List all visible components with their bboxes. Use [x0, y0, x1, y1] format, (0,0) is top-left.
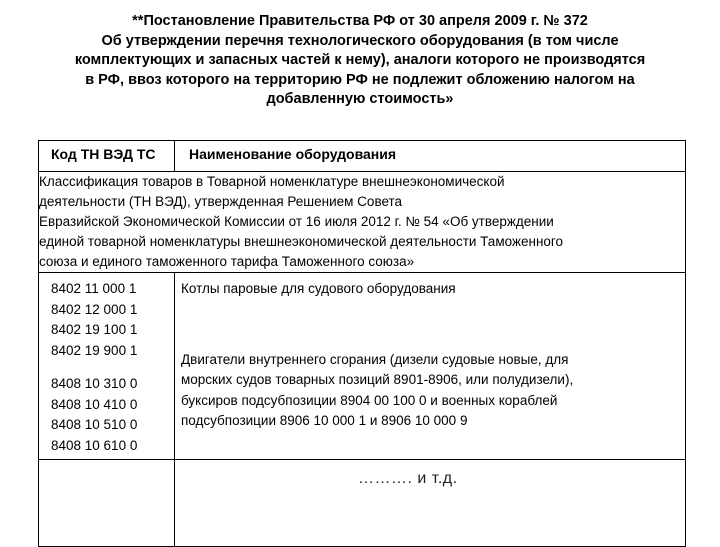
table-row: [39, 460, 686, 547]
tn-ved-code: 8408 10 610 0: [51, 437, 138, 453]
title-line: комплектующих и запасных частей к нему), аналоги которого не производятся: [74, 52, 646, 68]
tn-ved-code: 8402 19 900 1: [51, 342, 138, 358]
etc-text: ………. и т.д.: [358, 470, 458, 487]
equipment-description-line: подсубпозиции 8906 10 000 1 и 8906 10 000 9: [181, 413, 468, 428]
tn-ved-code: 8402 19 100 1: [51, 322, 138, 337]
classification-line: Евразийской Экономической Комиссии от 16 июля 2012 г. № 54 «Об утверждении: [39, 214, 554, 229]
descriptions-cell: [175, 273, 686, 460]
classification-row: [39, 172, 686, 273]
classification-line: Классификация товаров в Товарной номенклатуре внешнеэкономической: [39, 174, 505, 189]
equipment-table: [38, 140, 686, 547]
tn-ved-code: 8408 10 410 0: [51, 396, 138, 412]
table-row: [39, 273, 686, 460]
table-header-row: [39, 141, 686, 172]
header-code: Код ТН ВЭД ТС: [39, 141, 175, 172]
classification-line: деятельности (ТН ВЭД), утвержденная Решением Совета: [39, 194, 403, 209]
title-line: **Постановление Правительства РФ от 30 апреля 2009 г. № 372: [132, 13, 588, 29]
classification-line: единой товарной номенклатуры внешнеэкономической деятельности Таможенного: [39, 234, 564, 249]
equipment-description-line: буксиров подсубпозиции 8904 00 100 0 и военных кораблей: [181, 392, 558, 408]
header-name: Наименование оборудования: [175, 141, 686, 172]
title-line: добавленную стоимость»: [266, 91, 454, 107]
tn-ved-code: 8402 11 000 1: [51, 281, 137, 296]
equipment-description-line: морских судов товарных позиций 8901-8906, или полудизели),: [181, 372, 574, 387]
tn-ved-code: 8402 12 000 1: [51, 301, 138, 317]
equipment-description: Котлы паровые для судового оборудования: [181, 281, 456, 296]
tn-ved-code: 8408 10 510 0: [51, 417, 138, 432]
title-line: в РФ, ввоз которого на территорию РФ не подлежит обложению налогом на: [85, 71, 635, 88]
title-line: Об утверждении перечня технологического оборудования (в том числе: [101, 32, 619, 49]
classification-line: союза и единого таможенного тарифа Таможенного союза»: [39, 254, 415, 269]
equipment-description-line: Двигатели внутреннего сгорания (дизели судовые новые, для: [181, 351, 569, 367]
empty-code-cell: [39, 460, 175, 547]
codes-cell: [39, 273, 175, 460]
document-title: [28, 12, 692, 110]
etc-cell: [175, 460, 686, 547]
classification-cell: [39, 172, 686, 273]
tn-ved-code: 8408 10 310 0: [51, 376, 138, 391]
